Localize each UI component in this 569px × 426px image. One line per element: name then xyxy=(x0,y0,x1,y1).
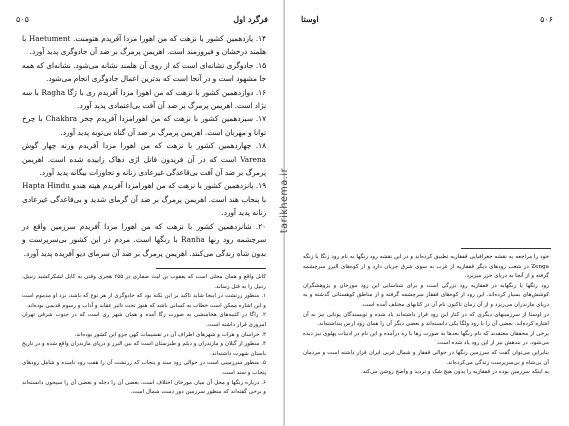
left-page xyxy=(0,0,284,426)
right-footnote-rule xyxy=(461,248,551,249)
footnote: ۳. خراسان و هرات و شهرهای اطراف آن در تقسیمات کهن جزو این کشور بوده‌اند. xyxy=(74,331,266,338)
left-page-body xyxy=(22,32,266,260)
right-page-header xyxy=(301,12,553,26)
right-page-number: ۵۰۶ xyxy=(540,14,553,24)
left-footnotes xyxy=(22,273,266,398)
left-page-header xyxy=(16,12,268,26)
footnote: ۶. درباره رنگها و محل آن میان مورخان اختلاف است. بعضی آن را دجله و بعضی آن را سیحون دانسته‌اند و برخی گفته‌اند که منظور سرزمین دور دست شمال است. xyxy=(22,379,266,396)
watermark-text: tarikhema.ir xyxy=(279,167,291,233)
footnote: در اوستا از سرزمینهای دیگری که در کنار این رود قرار داشته‌اند یاد شده و نویسندگان یونانی نیز به آن اشاره کرده‌اند. بعضی آن را با رود ولگا یکی دانسته‌اند و بعضی دیگر آن را همان رود ارس پنداشته‌اند. xyxy=(303,311,549,328)
footnote: ۱. منظور زرتشت در اینجا شاید تاکید بر این نکته بود که جادوگری از هر نوع که باشد، نزد او مذموم است و این اشاره ممکن است خطاب به کسانی باشد که هنوز تحت تاثیر عقاید و آداب و رسوم قدیمی بوده‌اند. xyxy=(22,293,266,309)
verse-17: ۱۷. سیزدهمین کشور با نزهت که من اهورامزدا آفریدم چخر Chakhra با چرخ توانا و مهربان است. اهریمن پرمرگ بر ضد آن گناه بی‌توبه پدید آورد. xyxy=(22,114,267,137)
footnote: ۵. منظور سرزمینی است در حوالی رود سند و پنجاب که زرتشت آن را هفت رود نامیده و شامل رودهای پنجاب و سند است. xyxy=(22,360,266,376)
footnote: ۲. راگا در کتیبه‌های هخامنشی به صورت رگا آمده و همان شهر ری است که در جنوب شرقی تهران امروزی قرار داشته است. xyxy=(22,312,266,328)
verse-14: ۱۴. یازدهمین کشور با نزهت که من اهورا مزدا آفریدم هتومنت. Haetument با هلمند درخشان و فیروزمند است. اهریمن پرمرگ بر ضد آن جادوگری پدید آورد. xyxy=(22,34,266,57)
verse-19: ۱۹. پانزدهمین کشور با نزهت که من اهورامزدا آفریدم هپته هندو Hapta Hindu با پنجاب هند است. اهریمن پرمرگ بر ضد آن گرمای شدید و بی‌قاعدگی غیرعادی زنانه پدید آورد. xyxy=(22,181,267,218)
right-footnotes xyxy=(303,253,549,378)
footnote: ۴. منظور از گیلان و مازندران و دیلم و طبرستان است که بین البرز و دریای مازندران واقع شده و در تاریخ باستان شهرت داشته‌اند. xyxy=(22,341,266,357)
footnote: کابل واقع و همان محلی است که یعقوب بن لیث صفاری در ۲۵۵ هجری وقتی به کابل لشکرکشید زنبیل، رتبیل را به قتل رساند. xyxy=(22,274,266,290)
verse-16: ۱۶. دوازدهمین کشور با نزهت که من اهورا مزدا آفریدم ری با رَگا Ragha با سه نژاد است. اهریمن پرمرگ بر ضد آن آفت بی‌اعتمادی پدید آورد. xyxy=(22,87,267,111)
right-page-title: اوستا xyxy=(301,14,319,24)
footnote: برخی از محققان معتقدند که نام رنگها بعدها به صورت رها یا ره درآمده و این نام در ادبیات پهلوی نیز دیده می‌شود. در بندهش نیز از این رود یاد شده است. xyxy=(303,330,549,347)
verse-20: ۲۰. شانزدهمین کشور با نزهت که من اهورا مزدا آفریدم سرزمین واقع در سرچشمه رود رنها Ranha با رنگها است. مردم در این کشور بی‌سرپرست و بدون شاه زندگی می‌کنند. اهریمن پرمرگ بر ضد آن سرمای دیو آفریده پدید آورد. xyxy=(22,221,267,258)
verse-15: ۱۵. جادوگری نشانه‌ای است که از روی آن هلمند نشانه می‌شود. نشانه‌ای که همه جا مشهود است و در آنجا است که بدترین اعمال جادوگری انجام می‌شود. xyxy=(22,60,266,84)
footnote: خود را مراجعه به نقشه جغرافیایی قفقازیه تطبیق کرده‌اند و در این نقشه رود رنگها به نام رود زنگا یا زنگه Zenga در شعب رودهای دیگر قفقازیه از غرب به سوی شرق جریان دارد و از کوه‌های البرز سرچشمه گرفته و از آنجا به دریای خزر میریزد. xyxy=(303,254,549,280)
footnote: رود رنگها یا رنگهایه در قفقازیه رود بزرگی است و برای شناسایی این رود مورخان و پژوهشگران کوشش‌های بسیار کرده‌اند. این رود از کوه‌های قفقاز سرچشمه گرفته و از مناطق کوهستانی گذشته و به دریای مازندران می‌ریزد و از آن زمان تاکنون نام آن در کتابهای مختلف آمده است. xyxy=(303,282,549,308)
footnote: بنابراین می‌توان گفت که سرزمین رنگها در حوالی قفقاز و شمال غربی ایران قرار داشته است و مردمان آن بی‌شاه و بی‌سرپرست زندگی می‌کرده‌اند. xyxy=(303,349,549,366)
left-footnote-rule xyxy=(156,268,266,269)
left-page-number: ۵۰۵ xyxy=(16,14,29,24)
footnote: به اینکه سرزمین بوده در قفقازیه را بدون هیچ شک و تردید و واضح روشن می‌کند. xyxy=(360,369,549,376)
verse-18: ۱۸. چهاردهمین کشور با نزهت که من اهورا مزدا آفریدم ورنه چهار گوش Varena است که در آن فریدون قاتل اژی دهاک زاییده شده است. اهریمن پرمرگ بر ضد آن آفت بی‌قاعدگی غیرعادی زنانه و تجاوزات بیگانه پدید آورد. xyxy=(22,141,266,178)
left-page-title: فرگرد اول xyxy=(233,14,268,24)
right-page xyxy=(285,0,569,426)
